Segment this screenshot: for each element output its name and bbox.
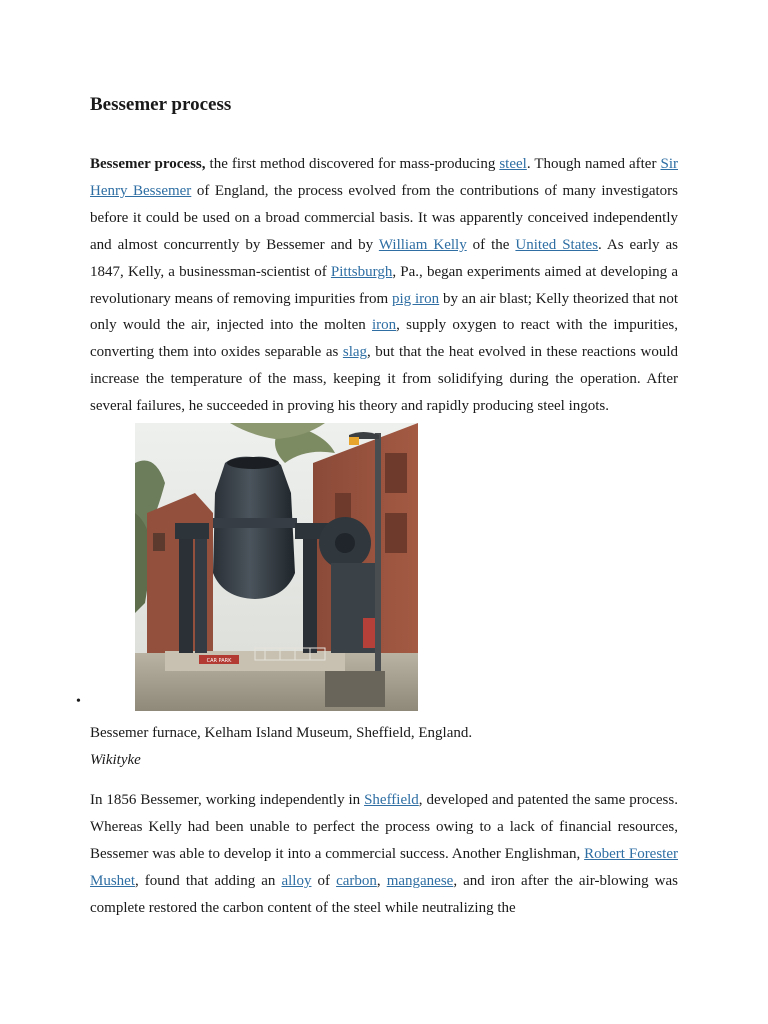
figure-credit: Wikityke — [90, 752, 141, 768]
link-sir-henry-bessemer[interactable]: Sir Henry Bessemer — [90, 156, 678, 199]
link-manganese[interactable]: manganese — [386, 872, 454, 889]
link-steel[interactable]: steel — [499, 156, 527, 172]
link-united-states[interactable]: United States — [515, 236, 599, 253]
link-carbon[interactable]: carbon — [336, 872, 377, 889]
bessemer-furnace-photo — [135, 423, 418, 711]
figure — [76, 420, 678, 716]
figure-caption: Bessemer furnace, Kelham Island Museum, Sheffield, England. — [90, 725, 473, 741]
text-span: , Pa., began experiments aimed at developing a revolutionary means of removing impurities from — [90, 263, 678, 307]
text-span: , supply oxygen to react with the impurities, converting them into oxides separable as — [90, 317, 678, 361]
lead-term: Bessemer process, — [90, 156, 206, 172]
link-slag[interactable]: slag — [342, 344, 368, 361]
page-title: Bessemer process — [90, 94, 232, 115]
intro-paragraph — [90, 151, 678, 420]
text-span: . Though named after — [526, 156, 661, 172]
text-span: In 1856 Bessemer, working independently in — [90, 792, 365, 808]
text-span: , but that the heat evolved in these reactions would increase the temperature of the mass, keeping it from solidifying during the operation. After several failures, he succeeded in proving his theory and rapidly producing steel ingots. — [90, 344, 678, 415]
link-robert-forester-mushet[interactable]: Robert Forester Mushet — [90, 845, 678, 889]
text-span: , and iron after the air-blowing was complete restored the carbon content of the steel while neutralizing the — [90, 872, 678, 916]
text-span: , — [376, 872, 387, 889]
link-pig-iron[interactable]: pig iron — [392, 290, 440, 307]
second-paragraph — [90, 787, 678, 922]
link-sheffield[interactable]: Sheffield — [364, 792, 419, 808]
text-span: , developed and patented the same process. Whereas Kelly had been unable to perfect the process owing to a lack of financial resources, Bessemer was able to develop it into a commercial success. Another Englishman, — [90, 792, 678, 862]
text-span: by an air blast; Kelly theorized that not only would the air, injected into the molten — [90, 290, 678, 334]
text-span: of the — [466, 236, 516, 253]
text-span: of — [311, 872, 337, 889]
link-alloy[interactable]: alloy — [281, 872, 312, 889]
link-william-kelly[interactable]: William Kelly — [378, 236, 467, 253]
text-span: , found that adding an — [135, 872, 282, 889]
car-park-sign: CAR PARK — [206, 658, 232, 664]
list-bullet: • — [76, 694, 81, 709]
text-span: the first method discovered for mass-producing — [205, 156, 500, 172]
text-span: . As early as 1847, Kelly, a businessman-scientist of — [90, 236, 678, 280]
link-pittsburgh[interactable]: Pittsburgh — [330, 263, 393, 280]
link-iron[interactable]: iron — [372, 317, 397, 334]
text-span: of England, the process evolved from the contributions of many investigators before it could be used on a broad commercial basis. It was apparently conceived independently and almost concurrently by Bessemer and by — [90, 182, 678, 253]
